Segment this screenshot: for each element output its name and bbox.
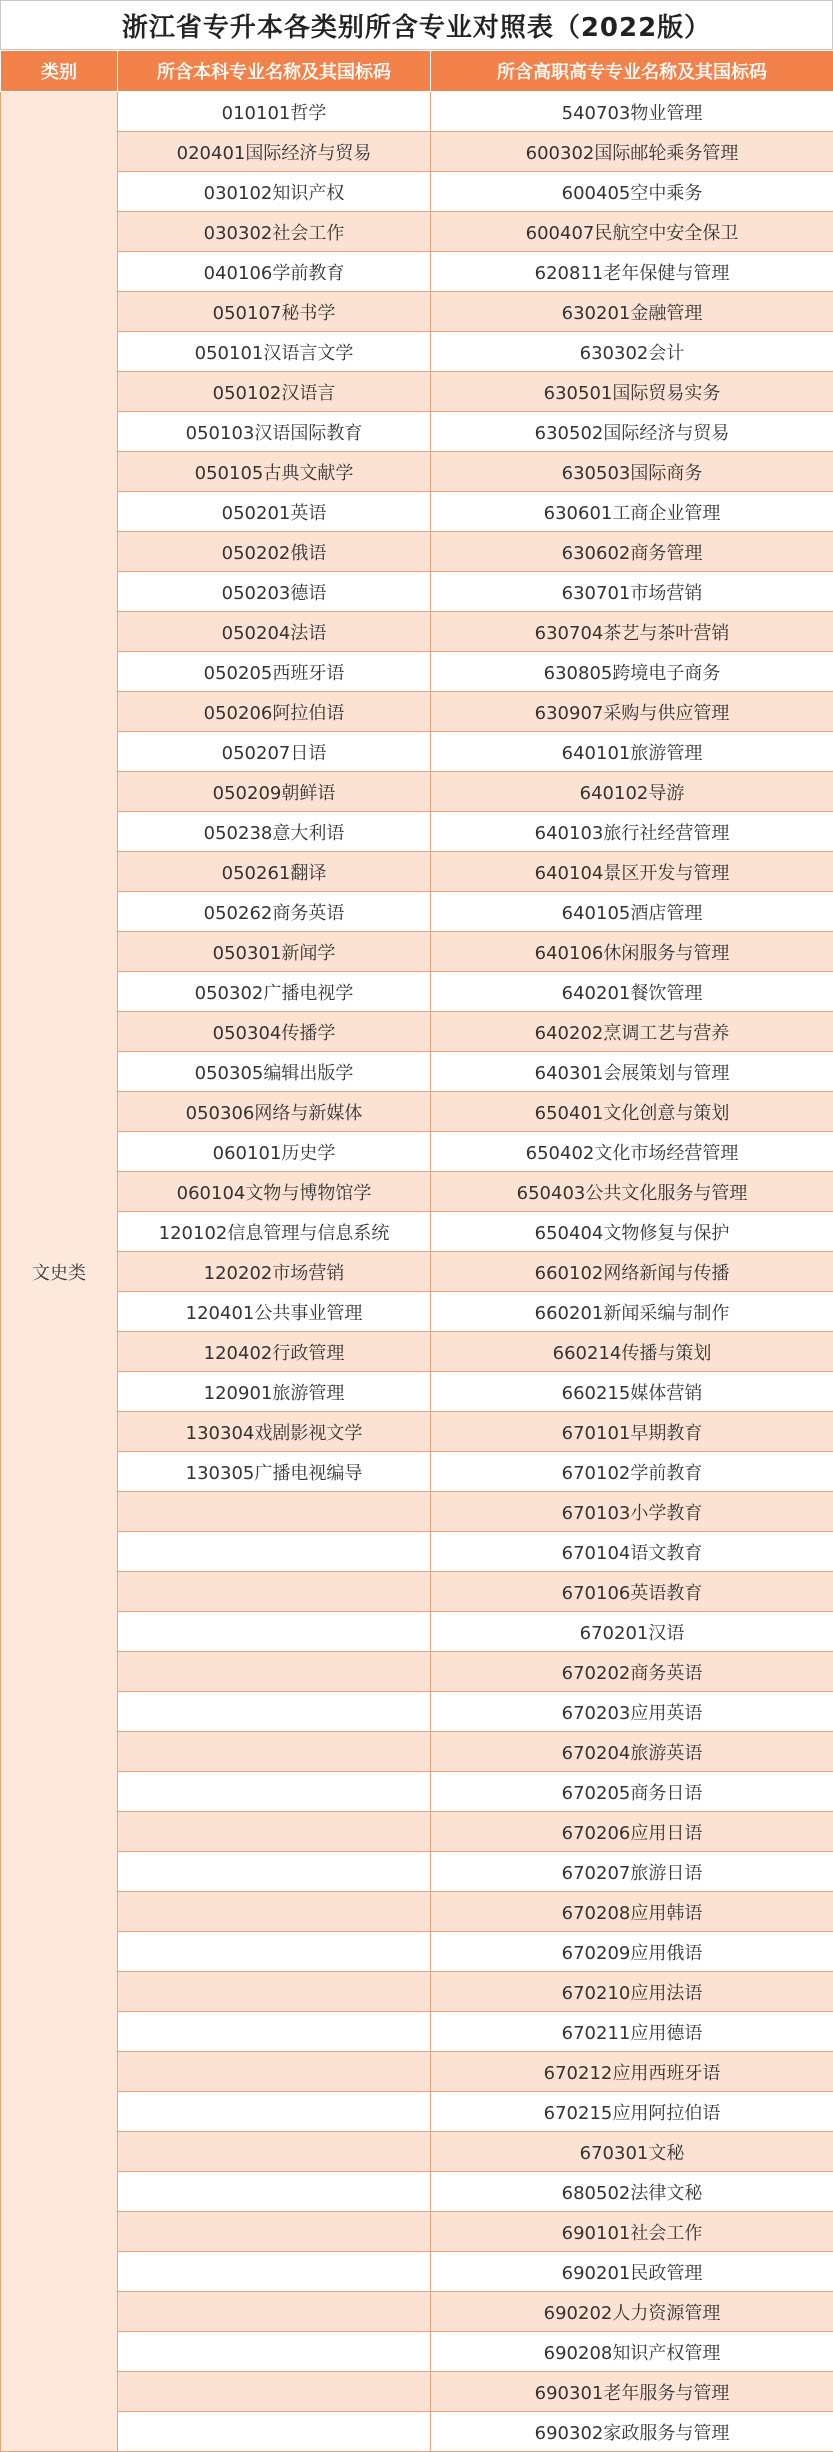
vocational-cell: 640104景区开发与管理 [431,852,833,892]
undergrad-cell: 130305广播电视编导 [118,1452,431,1492]
undergrad-cell: 050103汉语国际教育 [118,412,431,452]
table-row [1,2012,833,2052]
table-row [1,1452,833,1492]
undergrad-cell [118,1532,431,1572]
undergrad-cell: 120102信息管理与信息系统 [118,1212,431,1252]
undergrad-cell: 120401公共事业管理 [118,1292,431,1332]
vocational-cell: 690201民政管理 [431,2252,833,2292]
undergrad-cell [118,1692,431,1732]
vocational-cell: 630201金融管理 [431,292,833,332]
vocational-cell: 650403公共文化服务与管理 [431,1172,833,1212]
vocational-cell: 690202人力资源管理 [431,2292,833,2332]
vocational-cell: 660215媒体营销 [431,1372,833,1412]
vocational-cell: 640102导游 [431,772,833,812]
table-row [1,1492,833,1532]
vocational-cell: 630805跨境电子商务 [431,652,833,692]
undergrad-cell [118,1812,431,1852]
vocational-cell: 670209应用俄语 [431,1932,833,1972]
vocational-cell: 640101旅游管理 [431,732,833,772]
table-row [1,1332,833,1372]
table-row [1,1772,833,1812]
table-row [1,1692,833,1732]
table-row [1,1932,833,1972]
page-title: 浙江省专升本各类别所含专业对照表（2022版） [0,0,833,50]
vocational-cell: 640201餐饮管理 [431,972,833,1012]
undergrad-cell [118,2412,431,2452]
vocational-cell: 660201新闻采编与制作 [431,1292,833,1332]
vocational-cell: 640106休闲服务与管理 [431,932,833,972]
table-row [1,732,833,772]
table-row [1,92,833,132]
table-row [1,172,833,212]
undergrad-cell: 050205西班牙语 [118,652,431,692]
vocational-cell: 670202商务英语 [431,1652,833,1692]
undergrad-cell: 040106学前教育 [118,252,431,292]
undergrad-cell: 050304传播学 [118,1012,431,1052]
undergrad-cell: 050207日语 [118,732,431,772]
table-row [1,2332,833,2372]
major-table [0,50,833,2452]
vocational-cell: 670204旅游英语 [431,1732,833,1772]
undergrad-cell: 120402行政管理 [118,1332,431,1372]
table-row [1,1372,833,1412]
table-row [1,1732,833,1772]
undergrad-cell [118,2092,431,2132]
header-vocational: 所含高职高专专业名称及其国标码 [431,51,833,92]
vocational-cell: 620811老年保健与管理 [431,252,833,292]
header-category: 类别 [1,51,118,92]
table-row [1,332,833,372]
undergrad-cell [118,1972,431,2012]
vocational-cell: 690301老年服务与管理 [431,2372,833,2412]
undergrad-cell: 050201英语 [118,492,431,532]
undergrad-cell [118,2252,431,2292]
vocational-cell: 630502国际经济与贸易 [431,412,833,452]
table-row [1,2372,833,2412]
vocational-cell: 670201汉语 [431,1612,833,1652]
table-row [1,1812,833,1852]
table-row [1,1252,833,1292]
undergrad-cell: 120901旅游管理 [118,1372,431,1412]
table-row [1,1052,833,1092]
undergrad-cell: 060101历史学 [118,1132,431,1172]
table-row [1,892,833,932]
undergrad-cell [118,2172,431,2212]
table-row [1,772,833,812]
table-row [1,1972,833,2012]
table-row [1,1092,833,1132]
undergrad-cell: 050302广播电视学 [118,972,431,1012]
vocational-cell: 650404文物修复与保护 [431,1212,833,1252]
vocational-cell: 630704茶艺与茶叶营销 [431,612,833,652]
vocational-cell: 670211应用德语 [431,2012,833,2052]
undergrad-cell: 050107秘书学 [118,292,431,332]
table-row [1,1892,833,1932]
table-row [1,1652,833,1692]
vocational-cell: 670212应用西班牙语 [431,2052,833,2092]
vocational-cell: 650401文化创意与策划 [431,1092,833,1132]
table-row [1,1172,833,1212]
table-row [1,1852,833,1892]
undergrad-cell: 050261翻译 [118,852,431,892]
undergrad-cell: 060104文物与博物馆学 [118,1172,431,1212]
undergrad-cell: 010101哲学 [118,92,431,132]
undergrad-cell: 050301新闻学 [118,932,431,972]
table-row [1,2412,833,2452]
vocational-cell: 670301文秘 [431,2132,833,2172]
undergrad-cell [118,2012,431,2052]
vocational-cell: 630501国际贸易实务 [431,372,833,412]
undergrad-cell [118,2292,431,2332]
table-row [1,572,833,612]
table-row [1,372,833,412]
vocational-cell: 670205商务日语 [431,1772,833,1812]
undergrad-cell [118,2372,431,2412]
undergrad-cell: 020401国际经济与贸易 [118,132,431,172]
undergrad-cell [118,2332,431,2372]
table-row [1,2292,833,2332]
table-row [1,1132,833,1172]
undergrad-cell: 030102知识产权 [118,172,431,212]
header-undergrad: 所含本科专业名称及其国标码 [118,51,431,92]
table-row [1,292,833,332]
table-row [1,2172,833,2212]
undergrad-cell: 050105古典文献学 [118,452,431,492]
vocational-cell: 670106英语教育 [431,1572,833,1612]
undergrad-cell: 130304戏剧影视文学 [118,1412,431,1452]
vocational-cell: 630907采购与供应管理 [431,692,833,732]
undergrad-cell [118,1572,431,1612]
table-row [1,2212,833,2252]
table-row [1,412,833,452]
table-row [1,972,833,1012]
table-row [1,532,833,572]
undergrad-cell [118,1652,431,1692]
vocational-cell: 600405空中乘务 [431,172,833,212]
undergrad-cell: 030302社会工作 [118,212,431,252]
undergrad-cell: 050262商务英语 [118,892,431,932]
vocational-cell: 630701市场营销 [431,572,833,612]
table-row [1,612,833,652]
vocational-cell: 670206应用日语 [431,1812,833,1852]
table-row [1,1212,833,1252]
table-row [1,452,833,492]
table-row [1,1532,833,1572]
vocational-cell: 660102网络新闻与传播 [431,1252,833,1292]
table-row [1,1012,833,1052]
undergrad-cell: 050203德语 [118,572,431,612]
undergrad-cell: 050305编辑出版学 [118,1052,431,1092]
table-row [1,2132,833,2172]
vocational-cell: 690208知识产权管理 [431,2332,833,2372]
undergrad-cell [118,2052,431,2092]
undergrad-cell [118,2132,431,2172]
table-row [1,492,833,532]
undergrad-cell [118,1492,431,1532]
vocational-cell: 670210应用法语 [431,1972,833,2012]
table-row [1,812,833,852]
vocational-cell: 630601工商企业管理 [431,492,833,532]
vocational-cell: 670102学前教育 [431,1452,833,1492]
undergrad-cell: 050102汉语言 [118,372,431,412]
vocational-cell: 660214传播与策划 [431,1332,833,1372]
undergrad-cell [118,1612,431,1652]
undergrad-cell: 050206阿拉伯语 [118,692,431,732]
vocational-cell: 690302家政服务与管理 [431,2412,833,2452]
table-row [1,2252,833,2292]
vocational-cell: 670207旅游日语 [431,1852,833,1892]
vocational-cell: 640105酒店管理 [431,892,833,932]
vocational-cell: 630503国际商务 [431,452,833,492]
undergrad-cell: 050101汉语言文学 [118,332,431,372]
table-row [1,1292,833,1332]
undergrad-cell [118,1932,431,1972]
vocational-cell: 680502法律文秘 [431,2172,833,2212]
table-row [1,932,833,972]
table-row [1,252,833,292]
table-row [1,852,833,892]
undergrad-cell: 050202俄语 [118,532,431,572]
table-row [1,2092,833,2132]
vocational-cell: 670104语文教育 [431,1532,833,1572]
vocational-cell: 640103旅行社经营管理 [431,812,833,852]
undergrad-cell: 120202市场营销 [118,1252,431,1292]
table-row [1,1612,833,1652]
table-body [1,92,833,2452]
vocational-cell: 630302会计 [431,332,833,372]
table-row [1,692,833,732]
vocational-cell: 670203应用英语 [431,1692,833,1732]
vocational-cell: 630602商务管理 [431,532,833,572]
undergrad-cell [118,1852,431,1892]
vocational-cell: 640301会展策划与管理 [431,1052,833,1092]
vocational-cell: 690101社会工作 [431,2212,833,2252]
undergrad-cell [118,1892,431,1932]
vocational-cell: 670101早期教育 [431,1412,833,1452]
table-row [1,1572,833,1612]
vocational-cell: 650402文化市场经营管理 [431,1132,833,1172]
table-row [1,1412,833,1452]
table-row [1,652,833,692]
vocational-cell: 600302国际邮轮乘务管理 [431,132,833,172]
undergrad-cell: 050306网络与新媒体 [118,1092,431,1132]
vocational-cell: 600407民航空中安全保卫 [431,212,833,252]
vocational-cell: 640202烹调工艺与营养 [431,1012,833,1052]
category-cell: 文史类 [1,92,118,2452]
undergrad-cell [118,1772,431,1812]
undergrad-cell: 050204法语 [118,612,431,652]
undergrad-cell: 050238意大利语 [118,812,431,852]
header-row [1,51,833,92]
undergrad-cell: 050209朝鲜语 [118,772,431,812]
vocational-cell: 670103小学教育 [431,1492,833,1532]
vocational-cell: 540703物业管理 [431,92,833,132]
vocational-cell: 670208应用韩语 [431,1892,833,1932]
undergrad-cell [118,1732,431,1772]
table-row [1,212,833,252]
undergrad-cell [118,2212,431,2252]
table-row [1,2052,833,2092]
vocational-cell: 670215应用阿拉伯语 [431,2092,833,2132]
table-row [1,132,833,172]
